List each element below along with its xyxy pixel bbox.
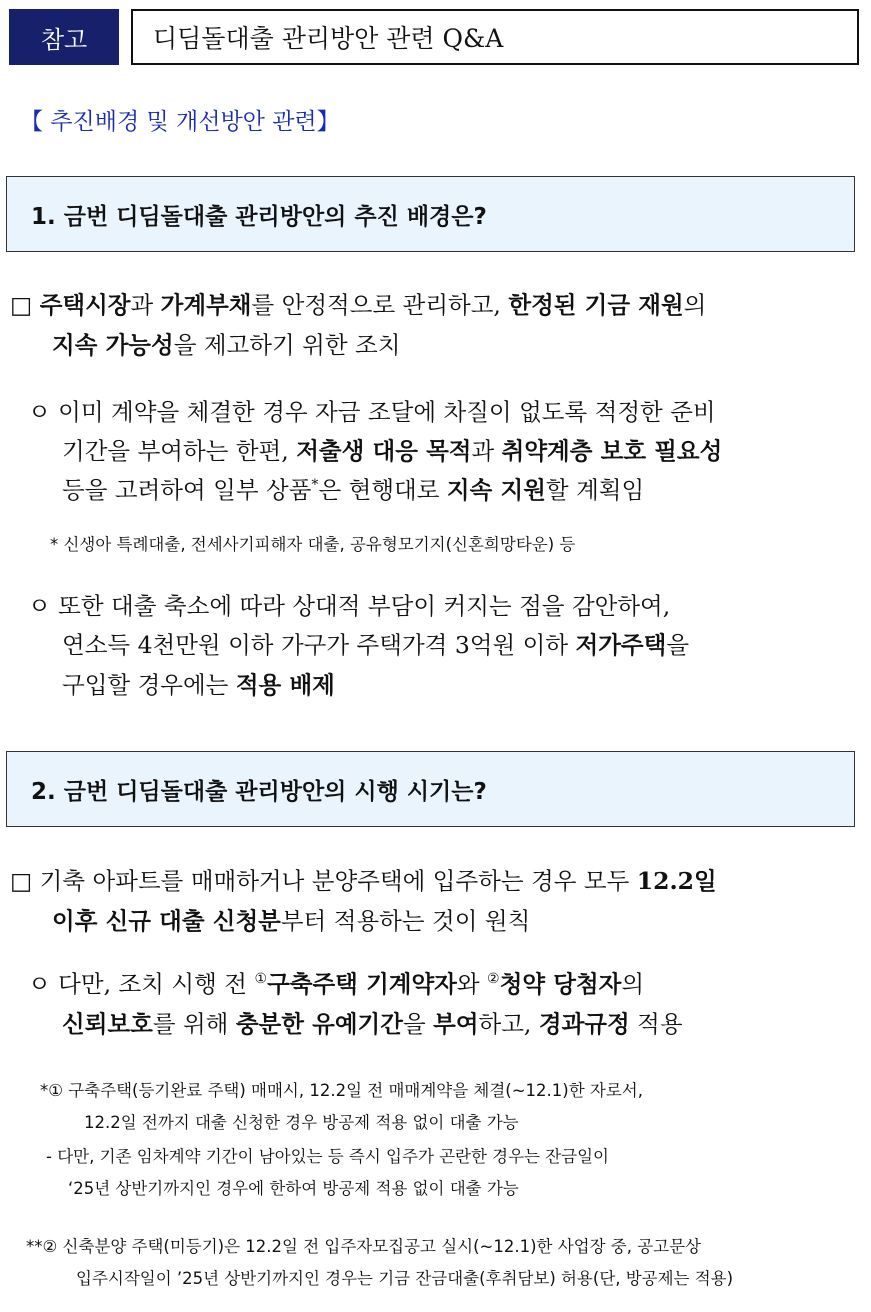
q2-bullet1-line-2: 신뢰보호를 위해 충분한 유예기간을 부여하고, 경과규정 적용 [62, 1010, 683, 1038]
q2-bullet1-line-1: ㅇ 다만, 조치 시행 전 ①구축주택 기계약자와 ②청약 당첨자의 [28, 970, 645, 998]
q1-bullet2-line-1: ㅇ 또한 대출 축소에 따라 상대적 부담이 커지는 점을 감안하여, [28, 592, 671, 620]
question-1-text: 1. 금번 디딤돌대출 관리방안의 추진 배경은? [31, 203, 487, 230]
section-heading: 【 추진배경 및 개선방안 관련】 [20, 109, 340, 135]
q2-note-2: 12.2일 전까지 대출 신청한 경우 방공제 적용 없이 대출 가능 [84, 1113, 519, 1132]
question-2-box [6, 751, 855, 827]
q2-note-4: ‘25년 상반기까지인 경우에 한하여 방공제 적용 없이 대출 가능 [68, 1179, 519, 1198]
q2-note-5: **② 신축분양 주택(미등기)은 12.2일 전 입주자모집공고 실시(~12.1)한 사업장 중, 공고문상 [26, 1237, 701, 1256]
q1-bullet1-line-3: 등을 고려하여 일부 상품*은 현행대로 지속 지원할 계획임 [62, 476, 645, 504]
q2-note-6: 입주시작일이 ’25년 상반기까지인 경우는 기금 잔금대출(후취담보) 허용(단, 방공제는 적용) [76, 1269, 734, 1288]
q2-main-line-2: 이후 신규 대출 신청분부터 적용하는 것이 원칙 [52, 907, 531, 935]
q1-bullet2-line-3: 구입할 경우에는 적용 배제 [62, 671, 335, 699]
q1-bullet2-line-2: 연소득 4천만원 이하 가구가 주택가격 3억원 이하 저가주택을 [62, 631, 690, 659]
q1-bullet1-line-2: 기간을 부여하는 한편, 저출생 대응 목적과 취약계층 보호 필요성 [62, 437, 723, 465]
q2-note-3: - 다만, 기존 임차계약 기간이 남아있는 등 즉시 입주가 곤란한 경우는 잔금일이 [46, 1147, 610, 1166]
q1-main-line-1: □ 주택시장과 가계부채를 안정적으로 관리하고, 한정된 기금 재원의 [10, 291, 707, 319]
q1-footnote: * 신생아 특례대출, 전세사기피해자 대출, 공유형모기지(신혼희망타운) 등 [50, 535, 576, 554]
q1-bullet1-line-1: ㅇ 이미 계약을 체결한 경우 자금 조달에 차질이 없도록 적정한 준비 [28, 398, 716, 426]
q2-note-1: *① 구축주택(등기완료 주택) 매매시, 12.2일 전 매매계약을 체결(~12.1)한 자로서, [40, 1081, 643, 1100]
reference-badge: 참고 [9, 9, 119, 65]
question-1-box [6, 176, 855, 252]
q2-main-line-1: □ 기축 아파트를 매매하거나 분양주택에 입주하는 경우 모두 12.2일 [10, 867, 717, 895]
q1-main-line-2: 지속 가능성을 제고하기 위한 조치 [52, 331, 401, 359]
document-title: 디딤돌대출 관리방안 관련 Q&A [131, 9, 859, 65]
question-2-text: 2. 금번 디딤돌대출 관리방안의 시행 시기는? [31, 778, 487, 805]
